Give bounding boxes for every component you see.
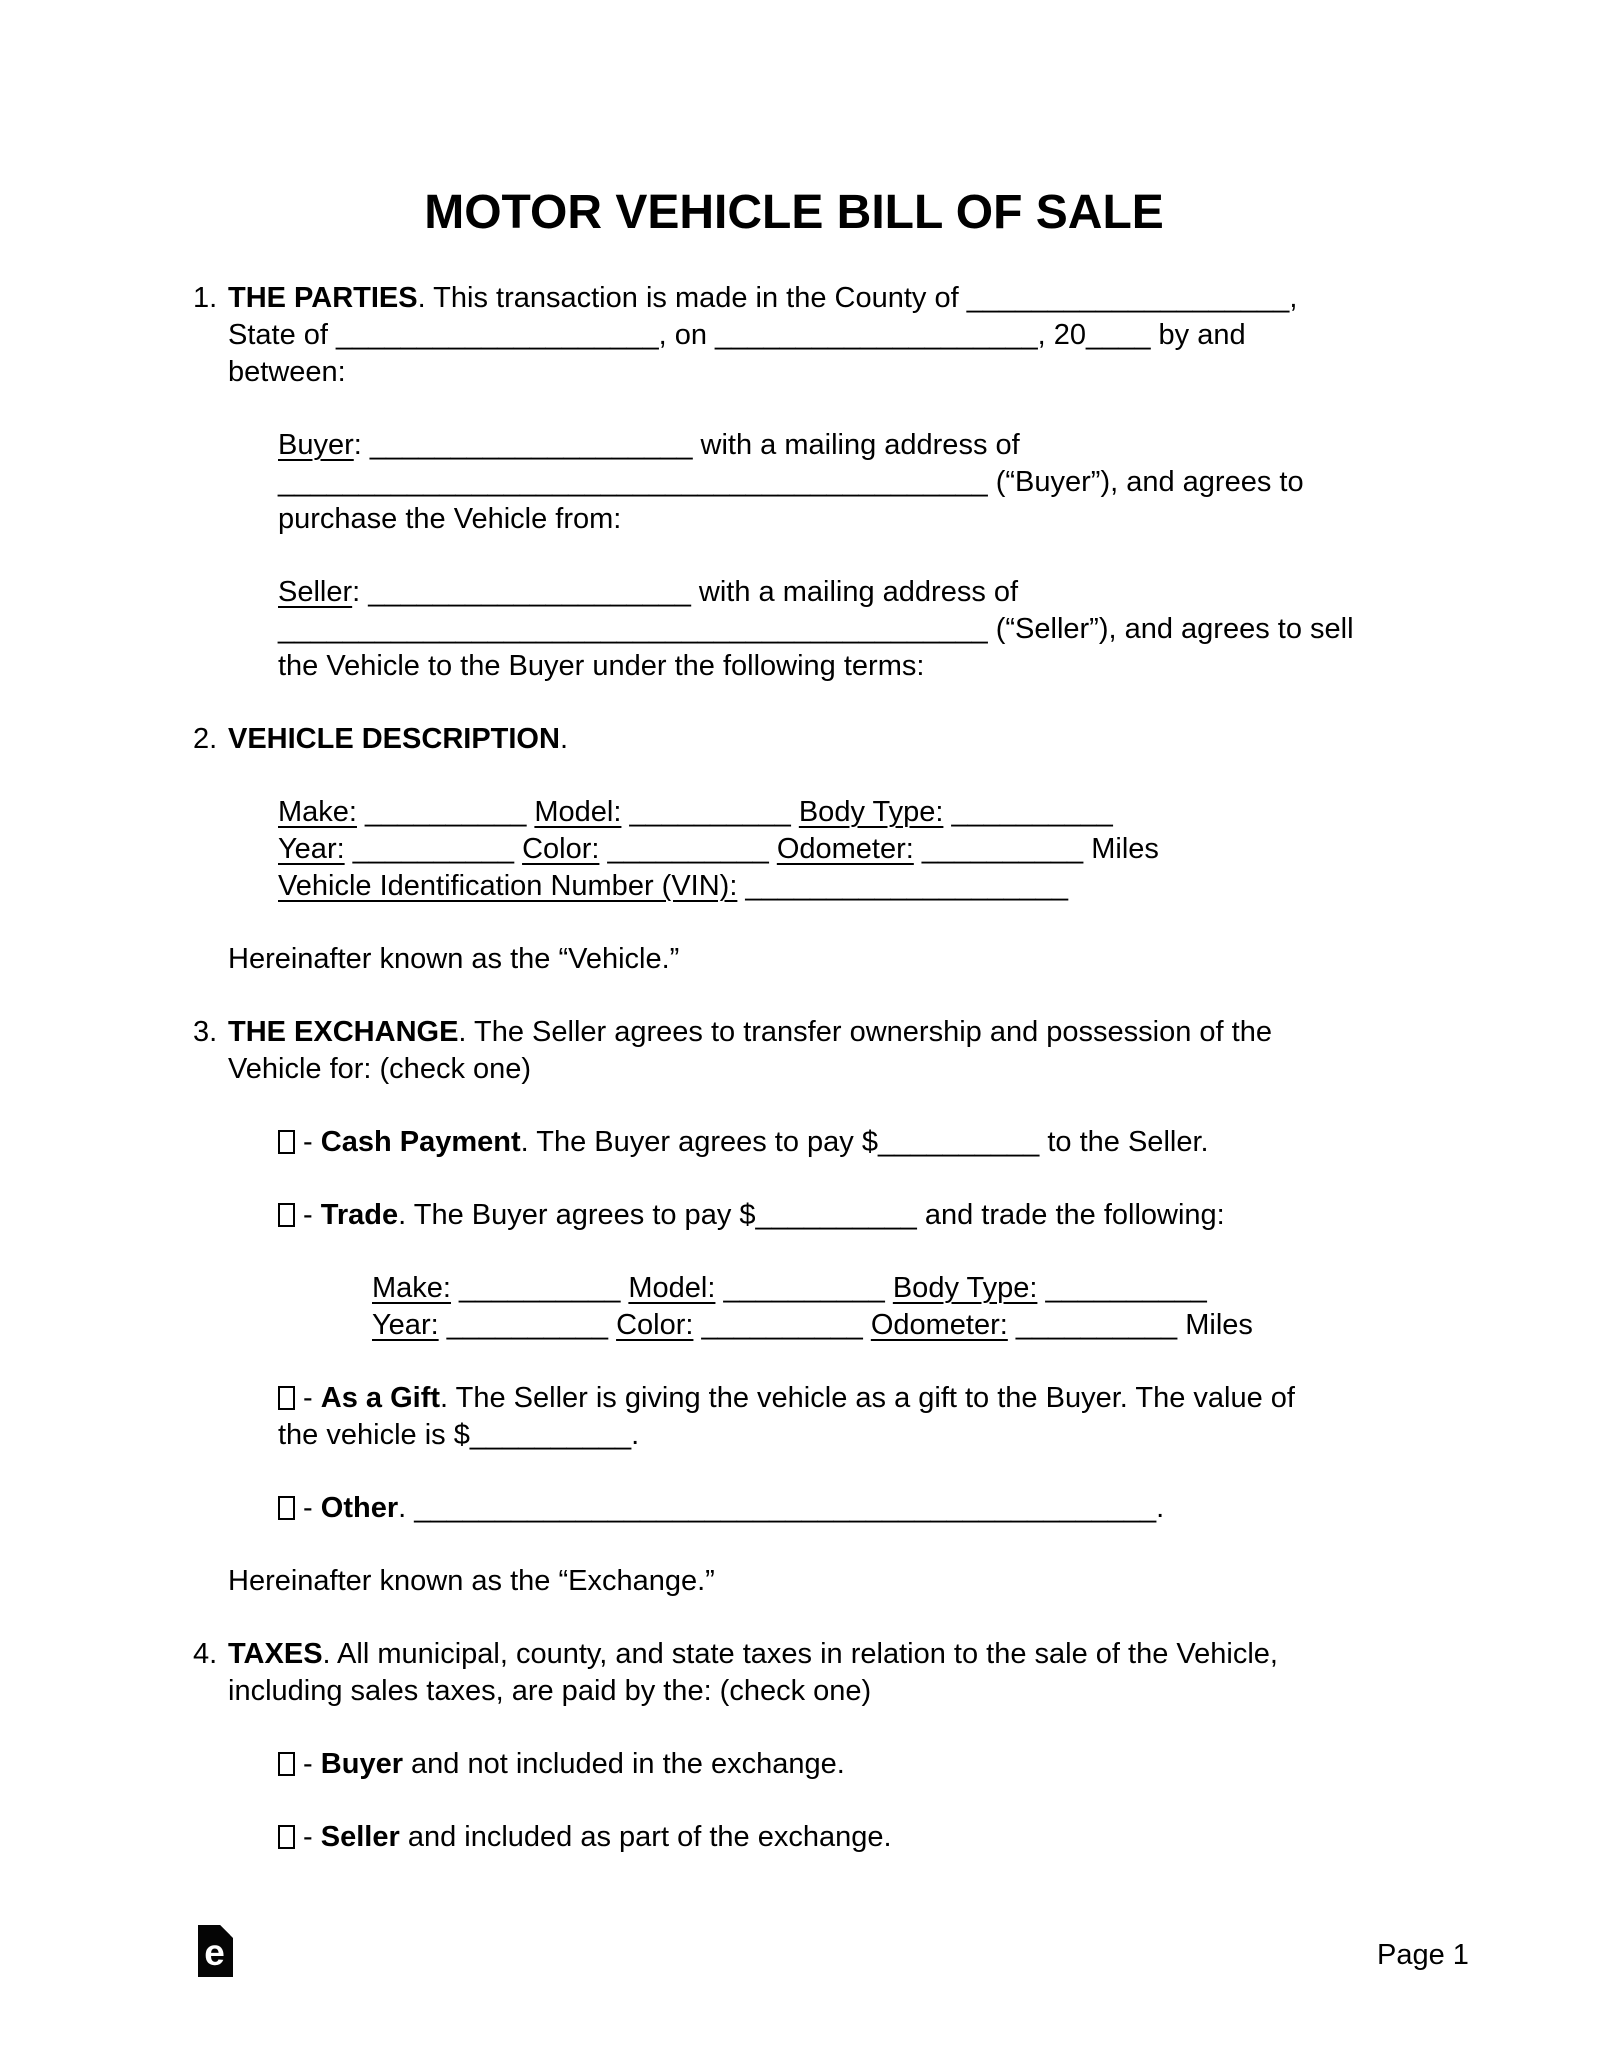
body-text: . The Buyer agrees to pay $ — [398, 1199, 756, 1231]
other-option — [278, 1490, 1400, 1527]
blank-other: ______________________________________________ — [414, 1492, 1157, 1524]
body-text: by and — [1150, 319, 1246, 351]
blank-make: __________ — [356, 796, 535, 828]
section-the-parties — [188, 280, 1400, 685]
text-line — [278, 1380, 1400, 1417]
section-number: 3. — [193, 1016, 218, 1048]
section-body — [228, 721, 1400, 978]
blank-seller-address: ____________________________________________ — [278, 613, 988, 645]
section-body — [228, 1014, 1400, 1600]
body-text: , — [1289, 282, 1298, 314]
checkbox-icon — [278, 1496, 295, 1520]
model-label: Model: — [534, 796, 622, 828]
checkbox-icon — [278, 1752, 295, 1776]
blank-buyer-address: ____________________________________________ — [278, 466, 988, 498]
blank-gift-value: __________ — [469, 1419, 632, 1451]
section-heading: VEHICLE DESCRIPTION — [228, 723, 560, 755]
text-line — [228, 1014, 1400, 1051]
section-heading: THE EXCHANGE — [228, 1016, 459, 1048]
text-line — [278, 1417, 1400, 1454]
text-line: between: — [228, 356, 346, 388]
text-line — [278, 831, 1400, 868]
section-number: 2. — [193, 723, 218, 755]
blank-buyer-name: ____________________ — [369, 429, 693, 461]
body-text: . — [631, 1419, 640, 1451]
text-line — [278, 464, 1400, 501]
section-number: 1. — [193, 282, 218, 314]
blank-odometer: __________ — [913, 833, 1092, 865]
checkbox-icon — [278, 1130, 295, 1154]
body-text: . The Seller agrees to transfer ownership and possession of the — [458, 1016, 1272, 1048]
cash-payment-label: Cash Payment — [320, 1126, 521, 1158]
text-line — [228, 721, 1400, 758]
section-vehicle-description — [188, 721, 1400, 978]
checkbox-icon — [278, 1825, 295, 1849]
other-label: Other — [320, 1492, 399, 1524]
buyer-paragraph — [278, 427, 1400, 538]
text-line — [372, 1270, 1400, 1307]
section-body — [228, 1636, 1400, 1856]
make-label: Make: — [278, 796, 357, 828]
text-line — [228, 317, 1400, 354]
body-text: : — [353, 429, 370, 461]
seller-paragraph — [278, 574, 1400, 685]
make-label: Make: — [372, 1272, 451, 1304]
odometer-label: Odometer: — [870, 1309, 1008, 1341]
section-heading: THE PARTIES — [228, 282, 418, 314]
section-the-exchange — [188, 1014, 1400, 1600]
blank-date: ____________________ — [715, 319, 1038, 351]
text-line — [228, 1636, 1400, 1673]
gift-option — [278, 1380, 1400, 1454]
body-text: - — [295, 1126, 321, 1158]
body-text: . All municipal, county, and state taxes in relation to the sale of the Vehicle, — [322, 1638, 1278, 1670]
seller-label: Seller — [278, 576, 353, 608]
color-label: Color: — [522, 833, 600, 865]
body-text: . — [1156, 1492, 1165, 1524]
blank-year: __________ — [344, 833, 523, 865]
tax-buyer-label: Buyer — [320, 1748, 403, 1780]
text-line — [278, 1490, 1400, 1527]
blank-cash-amount: __________ — [878, 1126, 1040, 1158]
eforms-logo — [198, 1925, 233, 1977]
body-text: , on — [658, 319, 716, 351]
page-number: Page 1 — [1377, 1939, 1469, 1971]
body-text: - — [295, 1821, 321, 1853]
checkbox-icon — [278, 1386, 295, 1410]
blank-trade-year: __________ — [438, 1309, 617, 1341]
year-label: Year: — [278, 833, 345, 865]
cash-payment-option — [278, 1124, 1400, 1161]
blank-trade-color: __________ — [693, 1309, 871, 1341]
body-text: (“Buyer”), and agrees to — [987, 466, 1304, 498]
trade-vehicle-fields — [372, 1270, 1400, 1344]
blank-model: __________ — [621, 796, 799, 828]
tax-seller-label: Seller — [320, 1821, 400, 1853]
body-text: - — [295, 1382, 321, 1414]
body-text: and included as part of the exchange. — [399, 1821, 892, 1853]
blank-county: ____________________ — [966, 282, 1290, 314]
logo-letter: e — [204, 1932, 225, 1973]
blank-color: __________ — [599, 833, 777, 865]
blank-state: ____________________ — [336, 319, 659, 351]
odometer-label: Odometer: — [776, 833, 914, 865]
blank-trade-body-type: __________ — [1037, 1272, 1207, 1304]
text-line — [278, 868, 1400, 905]
text-line: purchase the Vehicle from: — [278, 503, 622, 535]
text-line: the Vehicle to the Buyer under the following terms: — [278, 650, 925, 682]
text-line — [278, 574, 1400, 611]
text-line — [278, 611, 1400, 648]
text-line — [278, 1819, 1400, 1856]
body-type-label: Body Type: — [798, 796, 944, 828]
body-text: - — [295, 1748, 321, 1780]
section-number: 4. — [193, 1638, 218, 1670]
body-text: . — [398, 1492, 415, 1524]
text-line — [278, 1124, 1400, 1161]
section-taxes — [188, 1636, 1400, 1856]
text-line: Vehicle for: (check one) — [228, 1053, 532, 1085]
blank-trade-model: __________ — [715, 1272, 893, 1304]
body-text: . The Seller is giving the vehicle as a gift to the Buyer. The value of — [440, 1382, 1295, 1414]
body-text: and trade the following: — [916, 1199, 1225, 1231]
miles-text: Miles — [1185, 1309, 1253, 1341]
text-line — [278, 427, 1400, 464]
body-type-label: Body Type: — [892, 1272, 1038, 1304]
body-text: . — [559, 723, 568, 755]
section-heading: TAXES — [228, 1638, 323, 1670]
vin-label: Vehicle Identification Number (VIN): — [278, 870, 738, 902]
body-text: State of — [228, 319, 337, 351]
section-body — [228, 280, 1400, 685]
body-text: and not included in the exchange. — [402, 1748, 845, 1780]
blank-body-type: __________ — [943, 796, 1113, 828]
body-text: , 20 — [1037, 319, 1086, 351]
text-line — [278, 794, 1400, 831]
blank-seller-name: ____________________ — [368, 576, 691, 608]
body-text: to the Seller. — [1039, 1126, 1209, 1158]
blank-trade-odometer: __________ — [1007, 1309, 1186, 1341]
body-text: . The Buyer agrees to pay $ — [520, 1126, 878, 1158]
trade-label: Trade — [320, 1199, 399, 1231]
hereinafter-exchange: Hereinafter known as the “Exchange.” — [228, 1565, 715, 1597]
hereinafter-vehicle: Hereinafter known as the “Vehicle.” — [228, 943, 680, 975]
text-line: including sales taxes, are paid by the: (check one) — [228, 1675, 872, 1707]
text-line — [228, 280, 1400, 317]
body-text: with a mailing address of — [692, 429, 1020, 461]
body-text: (“Seller”), and agrees to sell — [987, 613, 1354, 645]
document-title: MOTOR VEHICLE BILL OF SALE — [424, 186, 1164, 239]
model-label: Model: — [628, 1272, 716, 1304]
text-line — [278, 1197, 1400, 1234]
checkbox-icon — [278, 1203, 295, 1227]
tax-seller-option — [278, 1819, 1400, 1856]
miles-text: Miles — [1091, 833, 1159, 865]
buyer-label: Buyer — [278, 429, 354, 461]
blank-trade-make: __________ — [450, 1272, 629, 1304]
blank-year: ____ — [1085, 319, 1151, 351]
text-line — [372, 1307, 1400, 1344]
body-text: - — [295, 1492, 321, 1524]
blank-trade-amount: __________ — [755, 1199, 917, 1231]
year-label: Year: — [372, 1309, 439, 1341]
vehicle-fields — [278, 794, 1400, 905]
text-line — [278, 1746, 1400, 1783]
body-text: - — [295, 1199, 321, 1231]
body-text: : — [352, 576, 369, 608]
body-text: with a mailing address of — [690, 576, 1019, 608]
gift-label: As a Gift — [320, 1382, 441, 1414]
blank-vin: ____________________ — [737, 870, 1069, 902]
body-text: . This transaction is made in the County of — [417, 282, 967, 314]
trade-option — [278, 1197, 1400, 1234]
color-label: Color: — [616, 1309, 694, 1341]
body-text: the vehicle is $ — [278, 1419, 470, 1451]
tax-buyer-option — [278, 1746, 1400, 1783]
